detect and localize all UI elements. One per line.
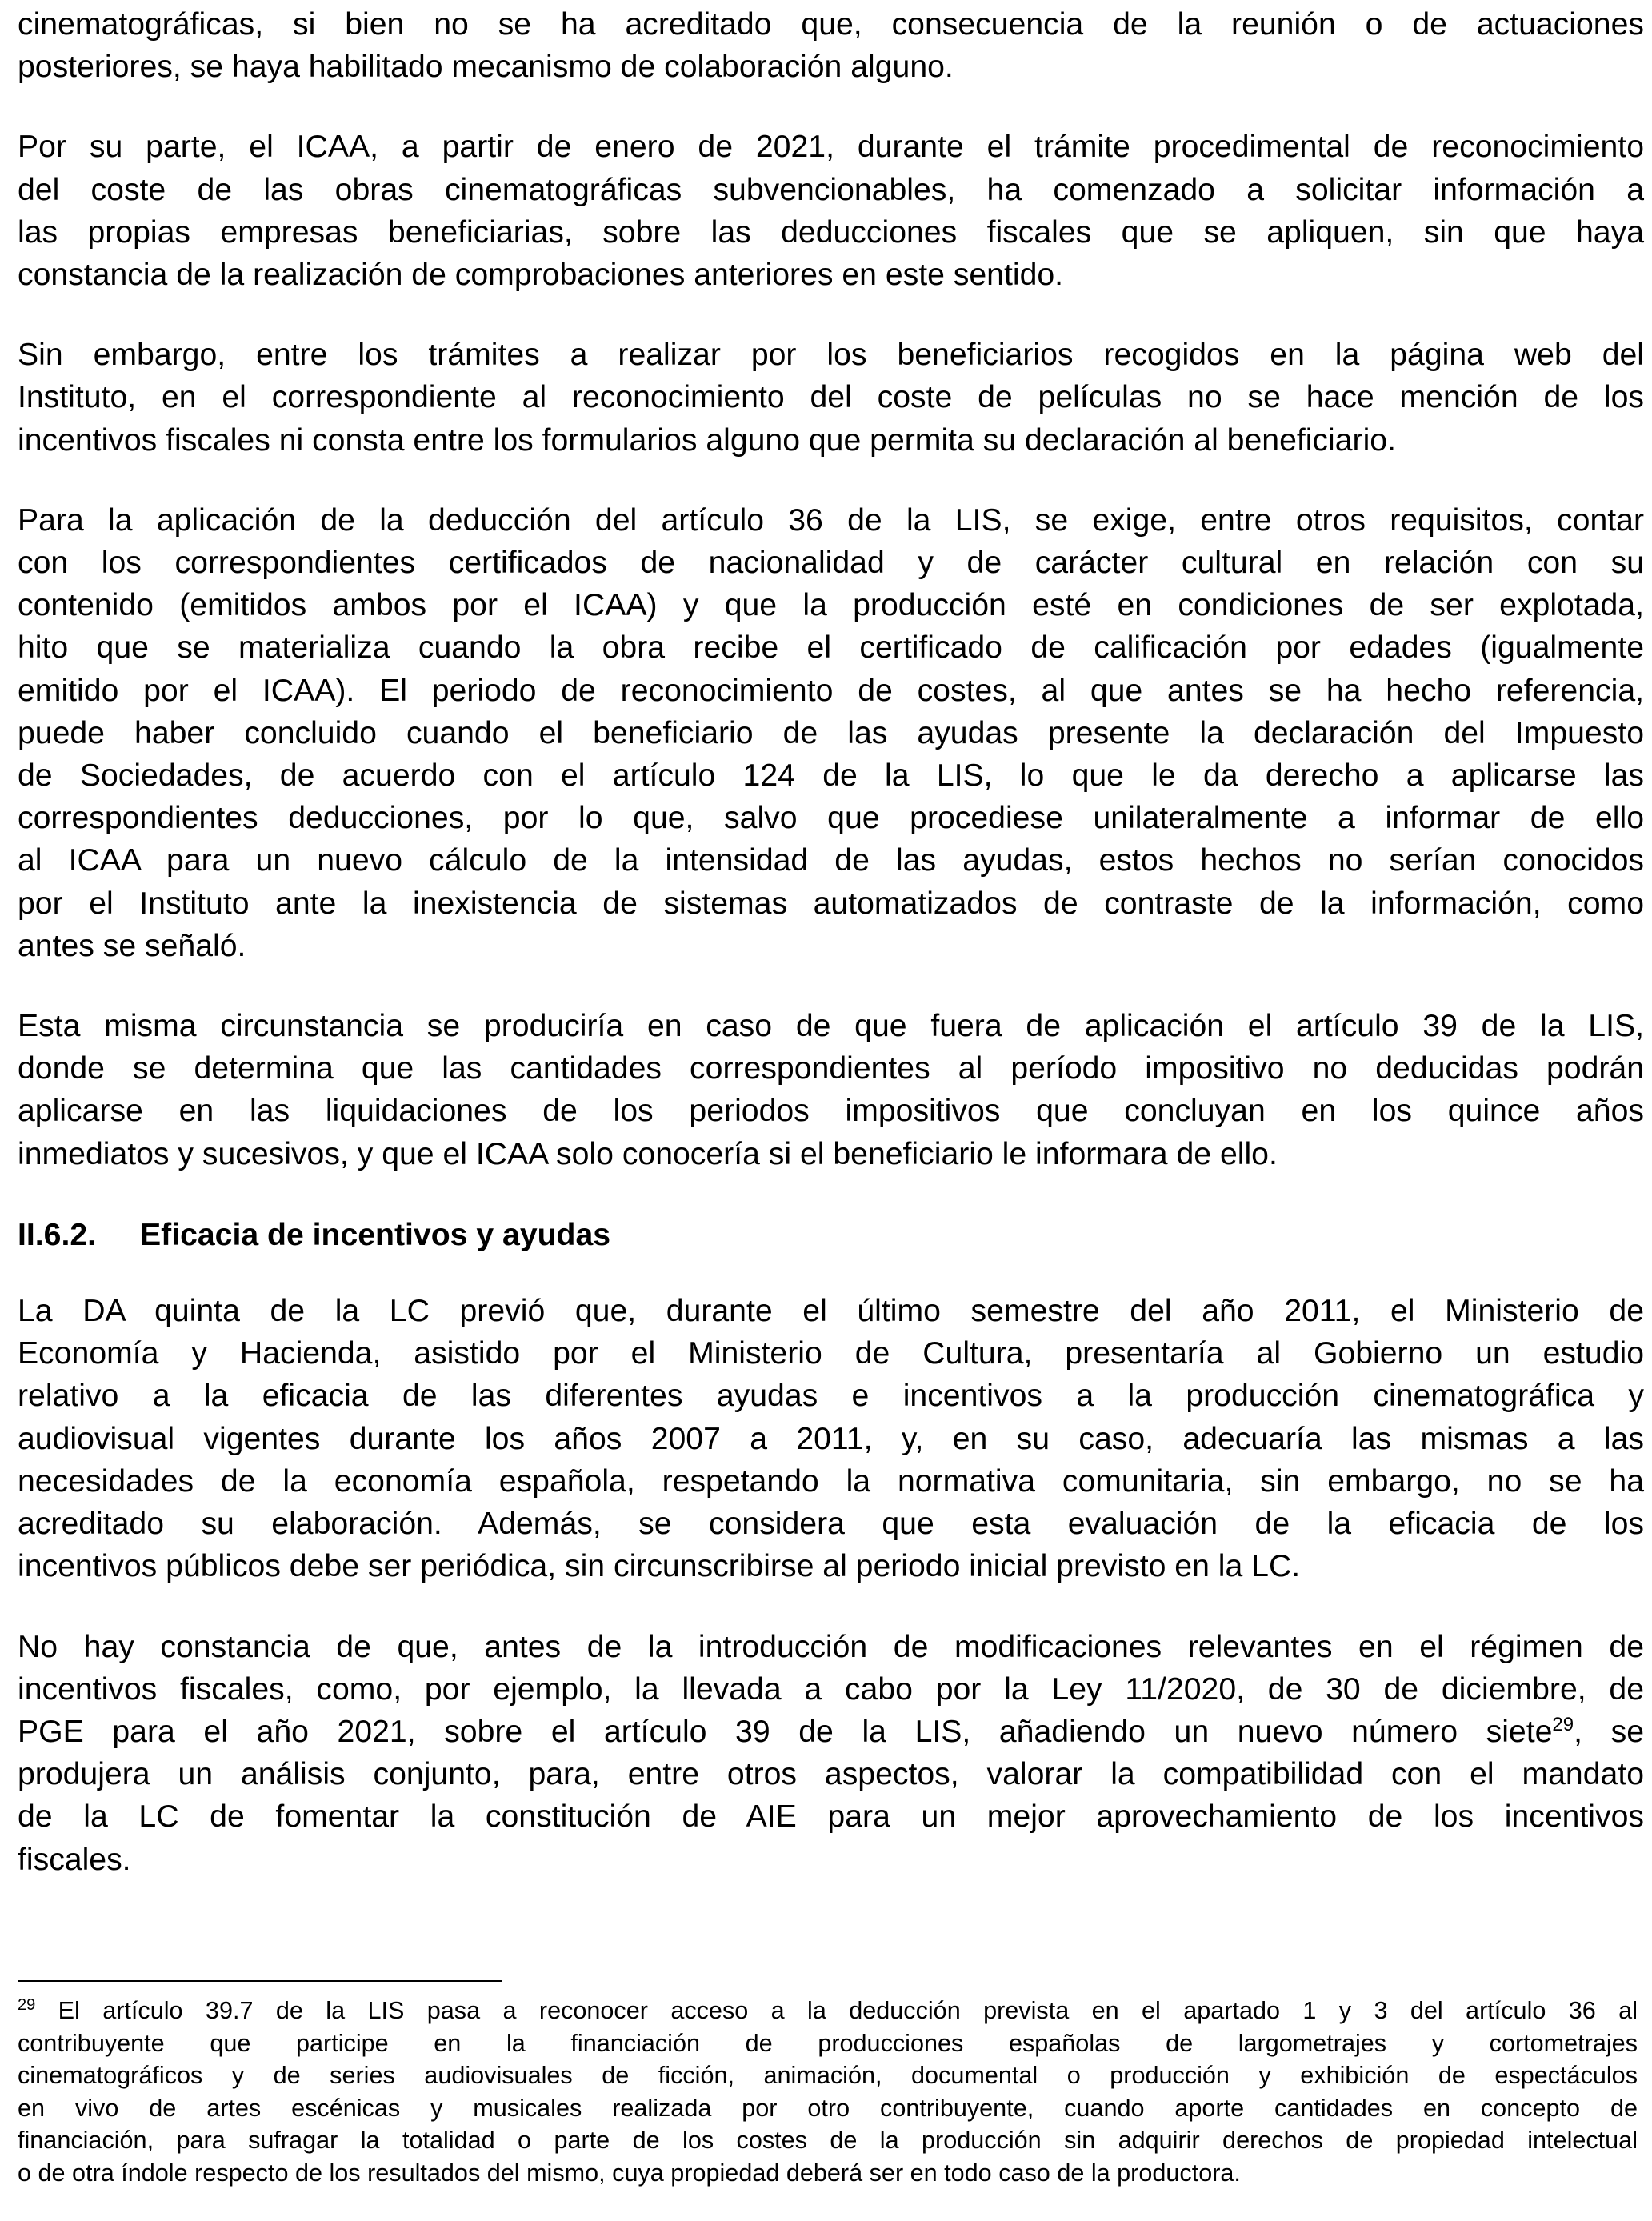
text-line: posteriores, se haya habilitado mecanismo de colaboración alguno. xyxy=(18,50,954,85)
text-line: antes se señaló. xyxy=(18,928,246,963)
text-line: necesidades de la economía española, respetando la normativa comunitaria, sin embargo, no se ha xyxy=(18,1463,1644,1499)
text-line: Instituto, en el correspondiente al reconocimiento del coste de películas no se hace mención de los xyxy=(18,380,1644,415)
section-number: II.6.2. xyxy=(18,1217,97,1252)
text-line: correspondientes deducciones, por lo que, salvo que procediese unilateralmente a informar de ello xyxy=(18,801,1644,836)
footnote-line: financiación, para sufragar la totalidad o parte de los costes de la producción sin adquirir derechos de propiedad intelectual xyxy=(18,2127,1638,2155)
paragraph xyxy=(18,1005,1644,1175)
text-line: hito que se materializa cuando la obra recibe el certificado de calificación por edades (igualmente xyxy=(18,630,1644,666)
text-line: incentivos fiscales, como, por ejemplo, la llevada a cabo por la Ley 11/2020, de 30 de diciembre, de xyxy=(18,1671,1644,1707)
text-line: de la LC de fomentar la constitución de AIE para un mejor aprovechamiento de los incentivos xyxy=(18,1799,1644,1835)
text-line: Por su parte, el ICAA, a partir de enero de 2021, durante el trámite procedimental de reconocimiento xyxy=(18,130,1644,165)
paragraph xyxy=(18,126,1644,296)
text-line: Para la aplicación de la deducción del artículo 36 de la LIS, se exige, entre otros requisitos, contar xyxy=(18,502,1644,538)
footnote-line xyxy=(18,1995,1638,2027)
text-line: incentivos públicos debe ser periódica, sin circunscribirse al periodo inicial previsto en la LC. xyxy=(18,1549,1301,1584)
footnote-reference[interactable]: 29 xyxy=(1552,1713,1574,1735)
text-line: cinematográficas, si bien no se ha acreditado que, consecuencia de la reunión o de actuaciones xyxy=(18,7,1644,42)
text-line: No hay constancia de que, antes de la introducción de modificaciones relevantes en el régimen de xyxy=(18,1629,1644,1664)
text-line: donde se determina que las cantidades correspondientes al período impositivo no deducidas podrán xyxy=(18,1051,1644,1086)
text-line: relativo a la eficacia de las diferentes ayudas e incentivos a la producción cinematográfica y xyxy=(18,1379,1644,1414)
footnote-mark: 29 xyxy=(18,1995,36,2014)
paragraph xyxy=(18,1626,1644,1881)
text-line: La DA quinta de la LC previó que, durante el último semestre del año 2011, el Ministerio de xyxy=(18,1294,1644,1329)
paragraph xyxy=(18,499,1644,967)
text-line xyxy=(18,1711,1644,1753)
paragraph xyxy=(18,1290,1644,1587)
section-heading xyxy=(18,1214,1644,1256)
text-line: acreditado su elaboración. Además, se considera que esta evaluación de la eficacia de los xyxy=(18,1507,1644,1542)
text-line: contenido (emitidos ambos por el ICAA) y que la producción esté en condiciones de ser explotada, xyxy=(18,588,1644,623)
footnote-line: o de otra índole respecto de los resultados del mismo, cuya propiedad deberá ser en todo caso de la productora. xyxy=(18,2159,1241,2187)
footnote-line: cinematográficos y de series audiovisuales de ficción, animación, documental o producción y exhibición de espectáculos xyxy=(18,2062,1638,2090)
footnote-first-line: El artículo 39.7 de la LIS pasa a reconocer acceso a la deducción prevista en el apartado 1 y 3 del artículo 36 al xyxy=(35,1997,1638,2024)
text-line: constancia de la realización de comprobaciones anteriores en este sentido. xyxy=(18,258,1064,293)
text-line: Sin embargo, entre los trámites a realizar por los beneficiarios recogidos en la página web del xyxy=(18,338,1644,373)
document-body xyxy=(18,3,1644,1881)
text-line: con los correspondientes certificados de nacionalidad y de carácter cultural en relación con su xyxy=(18,546,1644,581)
text-line: al ICAA para un nuevo cálculo de la intensidad de las ayudas, estos hechos no serían conocidos xyxy=(18,843,1644,878)
text-line: audiovisual vigentes durante los años 2007 a 2011, y, en su caso, adecuaría las mismas a las xyxy=(18,1421,1644,1456)
paragraph xyxy=(18,3,1644,88)
text-line: fiscales. xyxy=(18,1842,131,1877)
text-line: inmediatos y sucesivos, y que el ICAA solo conocería si el beneficiario le informara de ello. xyxy=(18,1136,1278,1171)
text-line: incentivos fiscales ni consta entre los formularios alguno que permita su declaración al beneficiario. xyxy=(18,422,1396,458)
text-line: por el Instituto ante la inexistencia de sistemas automatizados de contraste de la información, como xyxy=(18,886,1644,921)
text-line: puede haber concluido cuando el beneficiario de las ayudas presente la declaración del Impuesto xyxy=(18,715,1644,750)
text-line: Economía y Hacienda, asistido por el Ministerio de Cultura, presentaría al Gobierno un estudio xyxy=(18,1336,1644,1371)
text-line: del coste de las obras cinematográficas subvencionables, ha comenzado a solicitar información a xyxy=(18,172,1644,207)
text-line: produjera un análisis conjunto, para, entre otros aspectos, valorar la compatibilidad con el mandato xyxy=(18,1757,1644,1792)
text-line: Esta misma circunstancia se produciría en caso de que fuera de aplicación el artículo 39 de la LIS, xyxy=(18,1009,1644,1044)
ref-line-tail: , se xyxy=(1574,1714,1644,1749)
paragraph xyxy=(18,334,1644,462)
text-line: aplicarse en las liquidaciones de los periodos impositivos que concluyan en los quince años xyxy=(18,1094,1644,1129)
text-line: de Sociedades, de acuerdo con el artículo 124 de la LIS, lo que le da derecho a aplicarse las xyxy=(18,758,1644,794)
ref-line-text: PGE para el año 2021, sobre el artículo 39 de la LIS, añadiendo un nuevo número siete xyxy=(18,1714,1553,1749)
text-line: las propias empresas beneficiarias, sobre las deducciones fiscales que se apliquen, sin que haya xyxy=(18,214,1644,250)
footnote-line: contribuyente que participe en la financiación de producciones españolas de largometrajes y cortometrajes xyxy=(18,2029,1638,2057)
footnote-line: en vivo de artes escénicas y musicales realizada por otro contribuyente, cuando aporte cantidades en concepto de xyxy=(18,2094,1638,2122)
footnote-separator xyxy=(18,1980,502,1982)
footnote xyxy=(18,1995,1638,2190)
section-title: Eficacia de incentivos y ayudas xyxy=(140,1217,611,1252)
text-line: emitido por el ICAA). El periodo de reconocimiento de costes, al que antes se ha hecho referencia, xyxy=(18,673,1644,708)
